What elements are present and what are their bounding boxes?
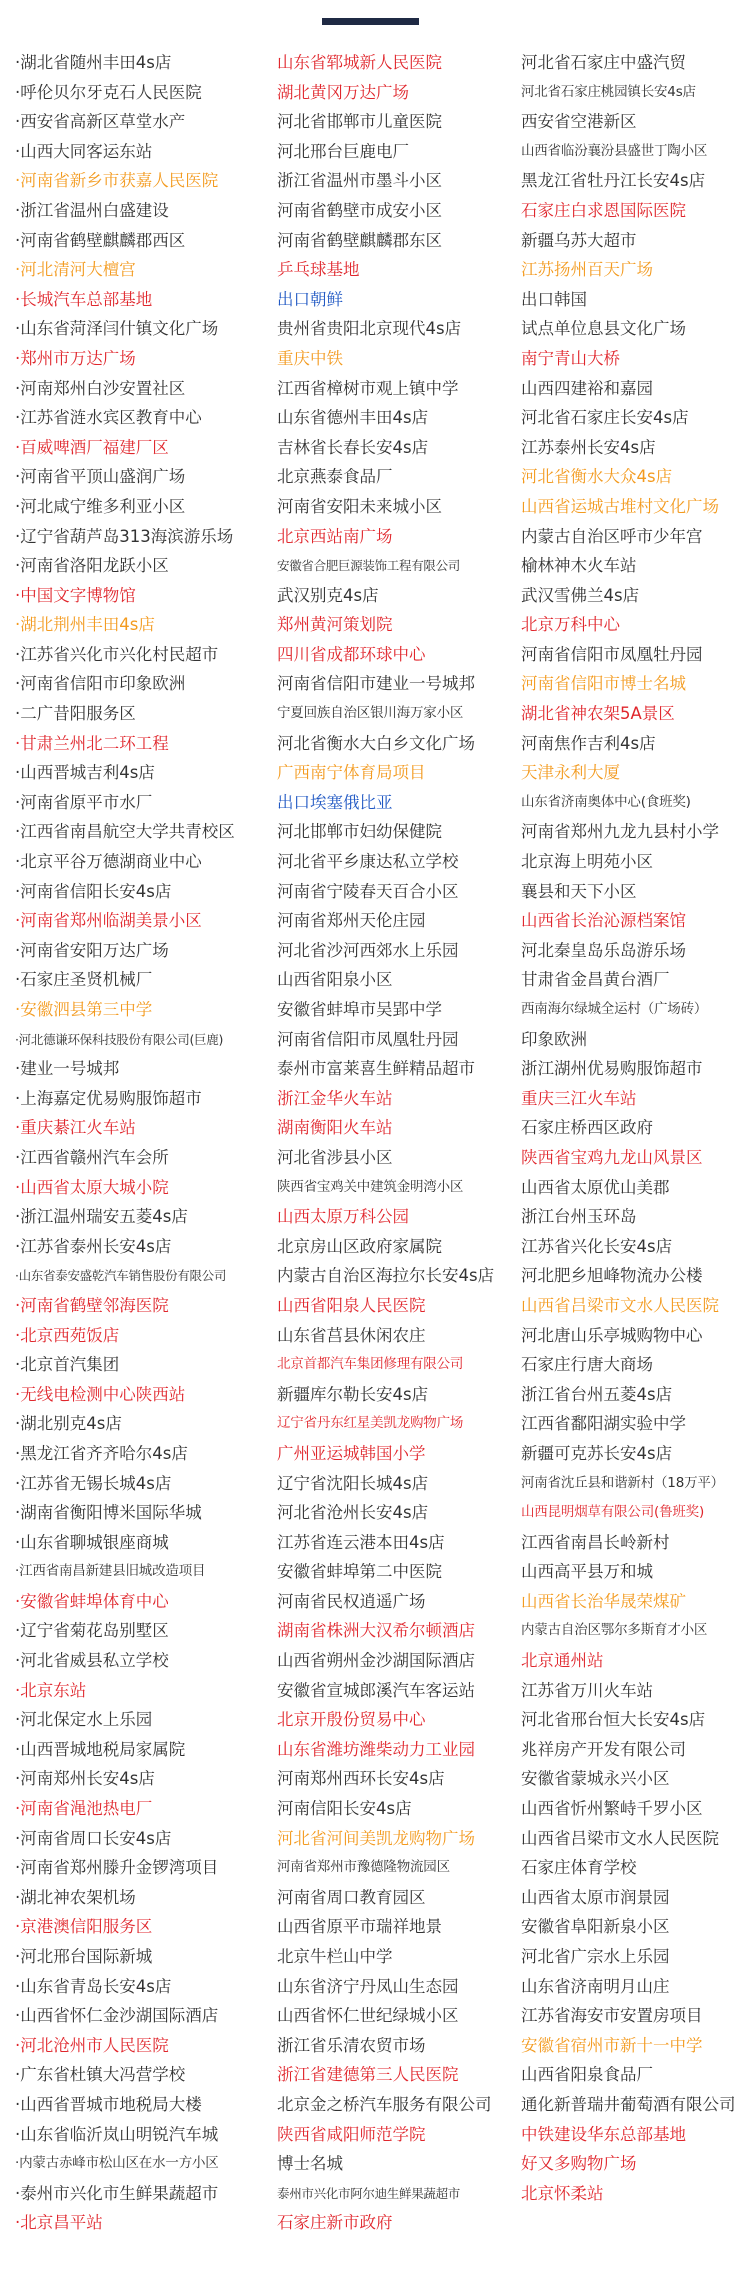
project-entry: 石家庄新市政府	[277, 2213, 393, 2233]
project-entry: 江西省鄱阳湖实验中学	[521, 1414, 686, 1434]
project-row	[0, 906, 750, 936]
project-row	[0, 1409, 750, 1439]
project-row	[0, 1557, 750, 1587]
project-entry: ·河北咸宁维多利亚小区	[15, 496, 186, 516]
project-entry: 山西省忻州繁峙千罗小区	[521, 1799, 703, 1819]
project-entry: 山西省太原市润景园	[521, 1887, 670, 1907]
project-entry: ·京港澳信阳服务区	[15, 1917, 153, 1937]
project-entry: ·河北邢台国际新城	[15, 1947, 153, 1966]
project-entry: 江西省南昌长岭新村	[521, 1532, 670, 1552]
project-row	[0, 877, 750, 907]
project-entry: ·河南省郑州滕升金锣湾项目	[15, 1858, 219, 1878]
project-entry: ·河南郑州长安4s店	[15, 1769, 155, 1789]
project-entry: 浙江省乐清农贸市场	[277, 2035, 426, 2055]
project-entry: 河南省郑州市豫德隆物流园区	[277, 1859, 450, 1876]
project-row	[0, 847, 750, 877]
project-entry: ·江西省南昌新建县旧城改造项目	[15, 1563, 206, 1580]
project-row	[0, 1912, 750, 1942]
project-row	[0, 1705, 750, 1735]
project-row	[0, 1764, 750, 1794]
project-entry: 江苏省万川火车站	[521, 1680, 653, 1700]
project-entry: 山西太原万科公园	[277, 1207, 409, 1227]
project-entry: ·山东省泰安盛乾汽车销售股份有限公司	[15, 1268, 227, 1284]
project-entry: ·山西省晋城市地税局大楼	[15, 2094, 202, 2114]
project-entry: ·江苏省无锡长城4s店	[15, 1473, 172, 1493]
project-entry: ·安徽泗县第三中学	[15, 1000, 153, 1019]
project-row	[0, 226, 750, 256]
project-entry: 湖南衡阳火车站	[277, 1118, 393, 1138]
project-entry: ·中国文字博物馆	[15, 585, 136, 605]
project-entry: 山西省阳泉小区	[277, 970, 393, 990]
project-row	[0, 1469, 750, 1499]
project-entry: 陕西省宝鸡关中建筑金明湾小区	[277, 1178, 464, 1195]
project-row	[0, 817, 750, 847]
project-entry: ·山西省怀仁金沙湖国际酒店	[15, 2006, 219, 2026]
project-entry: 浙江省台州五菱4s店	[521, 1384, 673, 1404]
project-row	[0, 1291, 750, 1321]
project-row	[0, 403, 750, 433]
project-entry: 甘肃省金昌黄台酒厂	[521, 970, 670, 990]
project-entry: ·河北德谦环保科技股份有限公司(巨鹿)	[15, 1031, 224, 1047]
project-entry: 江苏泰州长安4s店	[521, 437, 656, 457]
project-entry: 河南郑州西环长安4s店	[277, 1769, 445, 1789]
project-row	[0, 669, 750, 699]
project-row	[0, 936, 750, 966]
project-entry: ·广东省杜镇大冯营学校	[15, 2065, 186, 2085]
project-entry: 河北省平乡康达私立学校	[277, 852, 459, 872]
project-entry: ·河南省周口长安4s店	[15, 1828, 172, 1848]
project-entry: 吉林省长春长安4s店	[277, 437, 429, 457]
project-entry: 河北省邯郸市儿童医院	[277, 112, 442, 132]
project-entry: 泰州市富莱喜生鲜精品超市	[277, 1059, 475, 1079]
project-row	[0, 1616, 750, 1646]
project-row	[0, 2149, 750, 2179]
project-entry: ·湖北神农架机场	[15, 1887, 136, 1907]
project-entry: 山西省太原优山美郡	[521, 1177, 670, 1197]
project-row	[0, 551, 750, 581]
project-entry: 河南信阳长安4s店	[277, 1799, 412, 1819]
project-row	[0, 1972, 750, 2002]
project-entry: 宁夏回族自治区银川海万家小区	[277, 705, 464, 722]
project-row	[0, 1439, 750, 1469]
project-entry: 石家庄行唐大商场	[521, 1355, 653, 1375]
project-entry: 安徽省蚌埠市吴郢中学	[277, 1000, 442, 1019]
project-entry: ·河南省洛阳龙跃小区	[15, 556, 169, 576]
project-entry: ·浙江温州瑞安五菱4s店	[15, 1207, 188, 1227]
project-entry: ·山西晋城吉利4s店	[15, 763, 155, 783]
project-row	[0, 699, 750, 729]
project-entry: ·江西省南昌航空大学共青校区	[15, 822, 235, 842]
project-row	[0, 48, 750, 78]
project-entry: 山西省怀仁世纪绿城小区	[277, 2006, 459, 2026]
project-entry: 浙江省建德第三人民医院	[277, 2065, 459, 2085]
project-entry: ·江苏省泰州长安4s店	[15, 1236, 172, 1256]
project-row	[0, 255, 750, 285]
project-entry: 石家庄白求恩国际医院	[521, 200, 686, 220]
project-entry: 内蒙古自治区呼市少年宫	[521, 526, 703, 546]
project-row	[0, 1350, 750, 1380]
project-entry: ·辽宁省葫芦岛313海滨游乐场	[15, 526, 234, 546]
project-entry: 山西省吕梁市文水人民医院	[521, 1295, 719, 1315]
project-entry: 河北肥乡旭峰物流办公楼	[521, 1266, 703, 1286]
project-entry: 浙江金华火车站	[277, 1088, 393, 1108]
project-entry: 安徽省宿州市新十一中学	[521, 2035, 703, 2055]
project-entry: 山西省临汾襄汾县盛世丁陶小区	[521, 142, 708, 159]
project-entry: 南宁青山大桥	[521, 348, 620, 368]
project-entry: ·山东省临沂岚山明锐汽车城	[15, 2124, 219, 2144]
project-entry: 山西省阳泉食品厂	[521, 2065, 653, 2085]
project-entry: 黑龙江省牡丹江长安4s店	[521, 171, 706, 191]
project-entry: ·石家庄圣贤机械厂	[15, 970, 153, 990]
project-entry: 河北省石家庄中盛汽贸	[521, 53, 686, 72]
project-row	[0, 462, 750, 492]
project-entry: 新疆乌苏大超市	[521, 230, 637, 250]
project-entry: ·二广昔阳服务区	[15, 704, 136, 724]
project-row	[0, 1498, 750, 1528]
project-entry: 河南焦作吉利4s店	[521, 733, 656, 753]
project-entry: 辽宁省丹东红星美凯龙购物广场	[277, 1415, 464, 1432]
project-entry: 北京怀柔站	[521, 2183, 604, 2203]
project-entry: 河南省民权逍遥广场	[277, 1591, 426, 1611]
project-entry: ·北京东站	[15, 1680, 87, 1700]
project-entry: 陕西省咸阳师范学院	[277, 2124, 426, 2144]
project-row	[0, 137, 750, 167]
project-entry: 河南省信阳市博士名城	[521, 674, 686, 694]
project-entry: ·江苏省兴化市兴化村民超市	[15, 644, 219, 664]
project-entry: ·湖北别克4s店	[15, 1414, 122, 1434]
project-entry: 山西省长治沁源档案馆	[521, 911, 686, 931]
project-entry: 河南省宁陵春天百合小区	[277, 881, 459, 901]
project-entry: ·北京平谷万德湖商业中心	[15, 852, 202, 872]
project-row	[0, 581, 750, 611]
project-entry: 山东省济南明月山庄	[521, 1976, 670, 1996]
project-entry: ·河南省信阳市印象欧洲	[15, 674, 186, 694]
project-row	[0, 1143, 750, 1173]
project-entry: 河北唐山乐亭城购物中心	[521, 1325, 703, 1345]
project-entry: 山东省莒县休闲农庄	[277, 1325, 426, 1345]
project-row	[0, 433, 750, 463]
project-entry: 河北邢台巨鹿电厂	[277, 141, 409, 161]
project-row	[0, 2179, 750, 2209]
project-entry: 山东省郓城新人民医院	[277, 53, 442, 72]
project-entry: ·长城汽车总部基地	[15, 289, 153, 309]
project-entry: ·江西省赣州汽车会所	[15, 1147, 169, 1167]
project-row	[0, 1794, 750, 1824]
project-entry: ·安徽省蚌埠体育中心	[15, 1591, 169, 1611]
project-entry: ·黑龙江省齐齐哈尔4s店	[15, 1443, 188, 1463]
project-entry: 通化新普瑞井葡萄酒有限公司	[521, 2094, 736, 2114]
project-entry: 安徽省宣城郎溪汽车客运站	[277, 1680, 475, 1700]
project-entry: ·甘肃兰州北二环工程	[15, 733, 169, 753]
project-entry: ·河南省鹤壁邻海医院	[15, 1295, 169, 1315]
project-entry: ·山东省菏泽闫什镇文化广场	[15, 319, 219, 339]
project-row	[0, 2090, 750, 2120]
project-entry: 兆祥房产开发有限公司	[521, 1739, 686, 1759]
project-row	[0, 1202, 750, 1232]
project-entry: 山西省运城古堆村文化广场	[521, 496, 719, 516]
project-entry: 山东省济宁丹凤山生态园	[277, 1976, 459, 1996]
project-entry: 河北省邢台恒大长安4s店	[521, 1710, 706, 1730]
project-entry: 浙江省温州市墨斗小区	[277, 171, 442, 191]
project-entry: 北京首都汽车集团修理有限公司	[277, 1356, 464, 1373]
project-row	[0, 1853, 750, 1883]
project-entry: ·山东省青岛长安4s店	[15, 1976, 172, 1996]
project-entry: 河北邯郸市妇幼保健院	[277, 822, 442, 842]
project-entry: 河南省信阳市建业一号城邦	[277, 674, 475, 694]
project-entry: 乒乓球基地	[277, 260, 360, 280]
project-row	[0, 729, 750, 759]
project-row	[0, 610, 750, 640]
project-entry: 北京房山区政府家属院	[277, 1236, 442, 1256]
project-entry: 江苏省海安市安置房项目	[521, 2006, 703, 2026]
project-entry: 河南省信阳市凤凰牡丹园	[521, 644, 703, 664]
project-entry: 山西省原平市瑞祥地景	[277, 1917, 442, 1937]
project-entry: 北京海上明苑小区	[521, 852, 653, 872]
project-row	[0, 1084, 750, 1114]
project-entry: 河北省石家庄桃园镇长安4s店	[521, 83, 696, 100]
project-entry: 北京通州站	[521, 1651, 604, 1671]
project-entry: ·山东省聊城银座商城	[15, 1532, 169, 1552]
project-row	[0, 1528, 750, 1558]
project-entry: ·河北省威县私立学校	[15, 1651, 169, 1671]
project-entry: ·河南省安阳万达广场	[15, 940, 169, 960]
top-accent-bar	[322, 18, 419, 25]
project-entry: ·山西大同客运东站	[15, 141, 153, 161]
project-row	[0, 78, 750, 108]
project-row	[0, 166, 750, 196]
project-entry: ·河北沧州市人民医院	[15, 2035, 169, 2055]
project-row	[0, 1321, 750, 1351]
project-row	[0, 1587, 750, 1617]
project-entry: 浙江湖州优易购服饰超市	[521, 1059, 703, 1079]
project-entry: 山东省济南奥体中心(食班奖)	[521, 793, 691, 810]
project-row	[0, 1025, 750, 1055]
project-entry: 博士名城	[277, 2154, 343, 2174]
project-entry: ·河南省平顶山盛润广场	[15, 467, 186, 487]
project-entry: 安徽省蚌埠第二中医院	[277, 1562, 442, 1582]
project-entry: ·山西晋城地税局家属院	[15, 1739, 186, 1759]
project-entry: 石家庄桥西区政府	[521, 1118, 653, 1138]
project-entry: 重庆三江火车站	[521, 1088, 637, 1108]
project-row	[0, 1261, 750, 1291]
project-entry: ·辽宁省菊花岛别墅区	[15, 1621, 169, 1641]
project-entry: 襄县和天下小区	[521, 881, 637, 901]
project-entry: 河北省衡水大白乡文化广场	[277, 733, 475, 753]
project-row	[0, 344, 750, 374]
project-entry: 贵州省贵阳北京现代4s店	[277, 319, 462, 339]
project-entry: 安徽省合肥巨源装饰工程有限公司	[277, 558, 461, 574]
project-entry: ·内蒙古赤峰市松山区在水一方小区	[15, 2155, 219, 2172]
project-entry: ·上海嘉定优易购服饰超市	[15, 1088, 202, 1108]
project-row	[0, 788, 750, 818]
project-entry: 内蒙古自治区鄂尔多斯育才小区	[521, 1622, 708, 1639]
project-row	[0, 522, 750, 552]
project-entry: ·重庆綦江火车站	[15, 1118, 136, 1138]
project-entry: 山西四建裕和嘉园	[521, 378, 653, 398]
project-entry: 北京燕泰食品厂	[277, 467, 393, 487]
project-row	[0, 492, 750, 522]
project-row	[0, 107, 750, 137]
project-row	[0, 1646, 750, 1676]
project-row	[0, 995, 750, 1025]
project-entry: 山东省德州丰田4s店	[277, 408, 429, 428]
project-entry: 山东省潍坊潍柴动力工业园	[277, 1739, 475, 1759]
project-entry: 广州亚运城韩国小学	[277, 1443, 426, 1463]
project-entry: 北京牛栏山中学	[277, 1947, 393, 1966]
project-entry: 河南省鹤壁市成安小区	[277, 200, 442, 220]
project-entry: 江苏省连云港本田4s店	[277, 1532, 445, 1552]
project-entry: 河北秦皇岛乐岛游乐场	[521, 940, 686, 960]
project-entry: 江苏扬州百天广场	[521, 260, 653, 280]
project-entry: 中铁建设华东总部基地	[521, 2124, 686, 2144]
project-entry: 河北省石家庄长安4s店	[521, 408, 689, 428]
project-entry: ·呼伦贝尔牙克石人民医院	[15, 82, 202, 102]
project-entry: 天津永利大厦	[521, 763, 620, 783]
project-entry: ·河南省新乡市获嘉人民医院	[15, 171, 219, 191]
project-entry: ·山西省太原大城小院	[15, 1177, 169, 1197]
project-row	[0, 1232, 750, 1262]
project-entry: ·河北清河大檀宫	[15, 260, 136, 280]
project-entry: 山西省朔州金沙湖国际酒店	[277, 1651, 475, 1671]
project-entry: 山西省阳泉人民医院	[277, 1295, 426, 1315]
project-entry: ·河南省鹤壁麒麟郡西区	[15, 230, 186, 250]
project-entry: 湖南省株洲大汉希尔顿酒店	[277, 1621, 475, 1641]
project-entry: 江西省樟树市观上镇中学	[277, 378, 459, 398]
project-entry: 山西省长治华晟荣煤矿	[521, 1591, 686, 1611]
project-entry: 陕西省宝鸡九龙山风景区	[521, 1147, 703, 1167]
project-entry: ·泰州市兴化市生鲜果蔬超市	[15, 2183, 219, 2203]
project-entry: 山西高平县万和城	[521, 1562, 653, 1582]
project-entry: 河南省周口教育园区	[277, 1887, 426, 1907]
project-entry: ·建业一号城邦	[15, 1059, 120, 1079]
project-row	[0, 2060, 750, 2090]
project-entry: 西南海尔绿城全运村（广场砖）	[521, 1001, 708, 1017]
project-row	[0, 965, 750, 995]
project-entry: 出口韩国	[521, 289, 587, 309]
project-entry: ·河南省郑州临湖美景小区	[15, 911, 202, 931]
project-entry: ·郑州市万达广场	[15, 348, 136, 368]
project-entry: 河北省沙河西郊水上乐园	[277, 940, 459, 960]
project-entry: 新疆可克苏长安4s店	[521, 1443, 673, 1463]
project-entry: 武汉雪佛兰4s店	[521, 585, 640, 605]
project-entry: 浙江台州玉环岛	[521, 1207, 637, 1227]
project-entry: 安徽省蒙城永兴小区	[521, 1769, 670, 1789]
project-entry: 河南省沈丘县和谐新村（18万平）	[521, 1474, 724, 1491]
project-list-grid	[0, 48, 750, 2238]
project-entry: 河北省广宗水上乐园	[521, 1947, 670, 1966]
project-entry: 河北省涉县小区	[277, 1147, 393, 1167]
project-entry: 出口埃塞俄比亚	[277, 792, 393, 812]
project-entry: 出口朝鲜	[277, 289, 343, 309]
project-entry: 北京万科中心	[521, 615, 620, 635]
project-row	[0, 2120, 750, 2150]
project-entry: 榆林神木火车站	[521, 556, 637, 576]
project-entry: ·湖北省随州丰田4s店	[15, 53, 172, 72]
project-entry: 新疆库尔勒长安4s店	[277, 1384, 429, 1404]
project-entry: 湖北省神农架5A景区	[521, 704, 675, 724]
project-entry: 好又多购物广场	[521, 2154, 637, 2174]
project-entry: 河南省郑州九龙九县村小学	[521, 822, 719, 842]
project-entry: 河北省河间美凯龙购物广场	[277, 1828, 475, 1848]
project-entry: 广西南宁体育局项目	[277, 763, 426, 783]
project-entry: 北京金之桥汽车服务有限公司	[277, 2094, 492, 2114]
project-row	[0, 1735, 750, 1765]
project-entry: 泰州市兴化市阿尔迪生鲜果蔬超市	[277, 2185, 461, 2201]
project-entry: ·浙江省温州白盛建设	[15, 200, 169, 220]
project-entry: ·河南省渑池热电厂	[15, 1799, 153, 1819]
project-entry: ·湖南省衡阳博米国际华城	[15, 1503, 202, 1523]
project-row	[0, 2208, 750, 2238]
project-entry: ·河北保定水上乐园	[15, 1710, 153, 1730]
project-entry: 石家庄体育学校	[521, 1858, 637, 1878]
project-entry: 江苏省兴化长安4s店	[521, 1236, 673, 1256]
project-entry: ·北京首汽集团	[15, 1355, 120, 1375]
project-entry: ·北京昌平站	[15, 2213, 103, 2233]
project-row	[0, 196, 750, 226]
project-row	[0, 374, 750, 404]
project-entry: 试点单位息县文化广场	[521, 319, 686, 339]
project-row	[0, 1173, 750, 1203]
project-entry: ·百威啤酒厂福建厂区	[15, 437, 169, 457]
project-row	[0, 640, 750, 670]
project-row	[0, 1883, 750, 1913]
project-entry: 印象欧洲	[521, 1029, 587, 1049]
project-entry: 湖北黄冈万达广场	[277, 82, 409, 102]
project-entry: ·河南郑州白沙安置社区	[15, 378, 186, 398]
project-entry: 郑州黄河策划院	[277, 615, 393, 635]
project-entry: ·河南省原平市水厂	[15, 792, 153, 812]
project-row	[0, 2001, 750, 2031]
project-entry: 山西省吕梁市文水人民医院	[521, 1828, 719, 1848]
project-row	[0, 1942, 750, 1972]
project-entry: 武汉别克4s店	[277, 585, 379, 605]
project-entry: 重庆中铁	[277, 348, 343, 368]
project-row	[0, 1676, 750, 1706]
project-entry: ·湖北荆州丰田4s店	[15, 615, 155, 635]
project-row	[0, 285, 750, 315]
project-entry: 河南省信阳市凤凰牡丹园	[277, 1029, 459, 1049]
project-row	[0, 1113, 750, 1143]
project-entry: 四川省成都环球中心	[277, 644, 426, 664]
project-entry: ·无线电检测中心陕西站	[15, 1384, 186, 1404]
project-entry: 辽宁省沈阳长城4s店	[277, 1473, 429, 1493]
project-entry: 北京开殷份贸易中心	[277, 1710, 426, 1730]
project-row	[0, 1054, 750, 1084]
project-row	[0, 758, 750, 788]
project-entry: 河南省安阳未来城小区	[277, 496, 442, 516]
project-row	[0, 2031, 750, 2061]
project-row	[0, 1824, 750, 1854]
project-entry: ·河南省信阳长安4s店	[15, 881, 172, 901]
project-entry: ·西安省高新区草堂水产	[15, 112, 186, 132]
project-entry: 安徽省阜阳新泉小区	[521, 1917, 670, 1937]
project-entry: 河北省衡水大众4s店	[521, 467, 673, 487]
project-row	[0, 314, 750, 344]
project-entry: 河南省鹤壁麒麟郡东区	[277, 230, 442, 250]
project-entry: 山西昆明烟草有限公司(鲁班奖)	[521, 1504, 705, 1521]
project-entry: 北京西站南广场	[277, 526, 393, 546]
project-entry: ·北京西苑饭店	[15, 1325, 120, 1345]
project-entry: 河北省沧州长安4s店	[277, 1503, 429, 1523]
project-entry: 河南省郑州天伦庄园	[277, 911, 426, 931]
project-entry: 西安省空港新区	[521, 112, 637, 132]
project-entry: 内蒙古自治区海拉尔长安4s店	[277, 1266, 495, 1286]
project-entry: ·江苏省涟水宾区教育中心	[15, 408, 202, 428]
project-row	[0, 1380, 750, 1410]
